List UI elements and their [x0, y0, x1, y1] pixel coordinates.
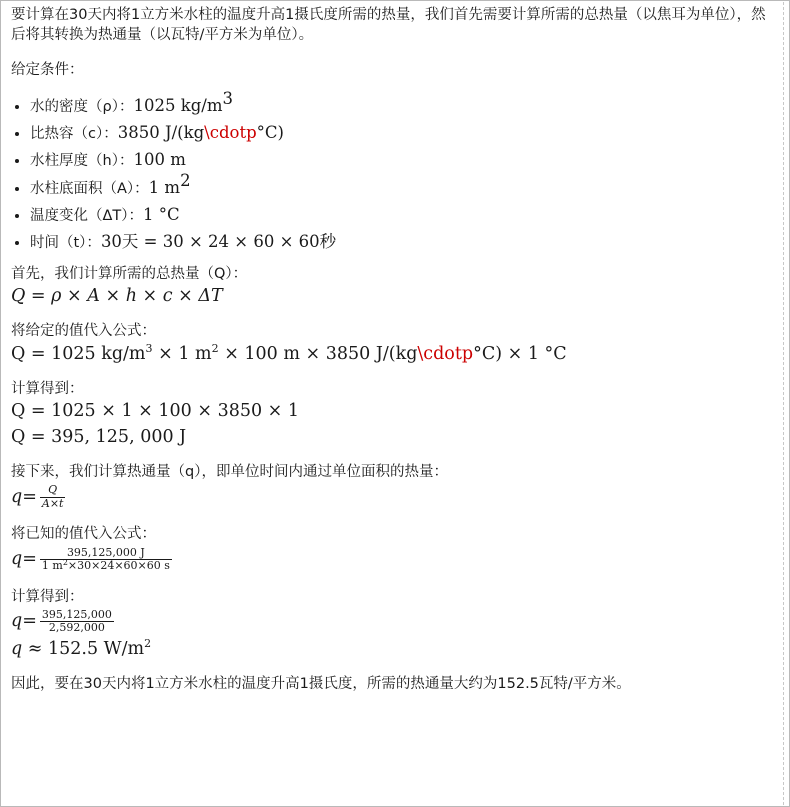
given-heading: 给定条件： — [11, 61, 84, 78]
step1-text: 首先，我们计算所需的总热量（Q）： — [11, 265, 248, 282]
formula-total-heat: Q = ρ × A × h × c × ΔT — [11, 285, 223, 306]
formula-substitution-Q: Q = 1025 $kg/m^3 \times 1$ $m^2 \times 100$ m × 3850 J/(kg\cdotp°C) × 1 °C — [11, 341, 567, 364]
conclusion-paragraph: 因此，要在30天内将1立方米水柱的温度升高1摄氏度，所需的热通量大约为152.5瓦特/平方米。 — [11, 676, 631, 693]
list-item-specific-heat: • 比热容（c）：3850 J/(kg\cdotp°C) — [30, 121, 773, 144]
list-item-temp-change: • 温度变化（ΔT）：1 °C — [30, 203, 773, 226]
formula-substitution-q: q = $\frac{395,125,000 J}{1 m^2\times 30\times 24\times 60\times 60 s}$ — [11, 545, 170, 573]
list-item-time: • 时间（t）：30天 = 30 × 24 × 60 × 60秒 — [30, 230, 773, 253]
calc-Q-line1: Q = 1025 × 1 × 100 × 3850 × 1 — [11, 401, 300, 422]
fraction: $\frac{Q}{A\times t}$ — [41, 483, 64, 510]
step2-text: 将给定的值代入公式： — [11, 323, 156, 340]
list-item-area: • 水柱底面积（A）：1 $m^2$ — [30, 176, 773, 199]
list-item-thickness: • 水柱厚度（h）：100 m — [30, 148, 773, 171]
step6-text: 计算得到： — [11, 588, 84, 605]
given-list — [11, 88, 773, 254]
fraction: $\frac{395,125,000 J}{1 m^2\times 30\times 24\times 60\times 60 s}$ — [41, 545, 170, 573]
scrollbar[interactable] — [783, 2, 788, 805]
calc-q-line1: q = $\frac{395,125,000}{2,592,000}$ — [11, 607, 112, 635]
calc-q-line2: q ≈ 152.5 $W/m^2$ — [11, 636, 152, 659]
intro-paragraph: 要计算在30天内将1立方米水柱的温度升高1摄氏度所需的热量，我们首先需要计算所需的总热量（以焦耳为单位），然后将其转换为热通量（以瓦特/平方米为单位）。 — [11, 7, 766, 44]
answer-content — [11, 5, 773, 695]
katex-error-text: \cdotp — [204, 123, 257, 143]
katex-error-text: \cdotp — [417, 343, 474, 364]
step5-text: 将已知的值代入公式： — [11, 526, 156, 543]
list-item-density: • 水的密度（ρ）：1025 $kg/m^3$ — [30, 94, 773, 117]
fraction: $\frac{395,125,000}{2,592,000}$ — [41, 607, 112, 635]
calc-Q-line2: Q = 395, 125, 000 J — [11, 426, 187, 447]
step3-text: 计算得到： — [11, 381, 84, 398]
step4-text: 接下来，我们计算热通量（q），即单位时间内通过单位面积的热量： — [11, 464, 448, 481]
formula-heat-flux: q = $\frac{Q}{A\times t}$ — [11, 483, 64, 510]
